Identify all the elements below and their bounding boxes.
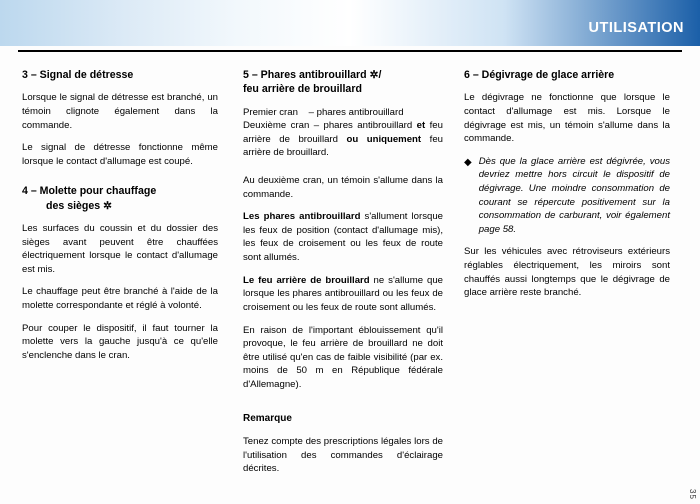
section-heading-5-line1: 5 – Phares antibrouillard ✲/ — [243, 69, 382, 81]
col2-paragraph-3 — [243, 274, 443, 315]
remark-text: Tenez compte des prescriptions légales lors de l'utilisation des commandes d'éclairage décrites. — [243, 436, 443, 475]
second-detent-bold-2: ou uniquement — [346, 133, 422, 145]
fog-lamps-bold: Les phares antibrouillard — [243, 211, 361, 223]
section-heading-3: 3 – Signal de détresse — [22, 69, 134, 81]
col2-paragraph-1: Au deuxième cran, un témoin s'allume dans la commande. — [243, 175, 443, 200]
first-detent-dash: – — [308, 106, 314, 118]
col2-paragraph-2 — [243, 210, 443, 264]
fog-lamps-text: s'allument lorsque les feux de position (contact d'allumage mis), les feux de croisement ou les feux de route sont allumés. — [243, 211, 443, 264]
col1-paragraph-1: Lorsque le signal de détresse est branché, un témoin clignote également dans la commande. — [22, 92, 218, 131]
remark-title: Remarque — [243, 413, 292, 424]
rear-fog-bold: Le feu arrière de brouillard — [243, 274, 370, 286]
page-number: 35 — [688, 489, 697, 500]
second-detent-bold-1: et — [416, 120, 426, 132]
section-heading-4-line2: des sièges ✲ — [46, 199, 112, 212]
second-detent-text-pre: phares antibrouillard — [323, 120, 417, 132]
second-detent-text-mid: feu arrière de brouillard — [243, 120, 443, 145]
page-title: UTILISATION — [588, 20, 684, 36]
note-bullet-text: Dès que la glace arrière est dégivrée, vous devriez mettre hors circuit le dispositif de dégivrage. Une moindre consommation de courant se répercute positivement sur la consommation de carburant, voir également page 58. — [478, 155, 670, 235]
note-bullet — [464, 155, 670, 237]
first-detent-label: Premier cran — [243, 106, 298, 118]
fog-lamp-detent-list — [243, 106, 443, 160]
col2-paragraph-4: En raison de l'important éblouissement qu'il provoque, le feu arrière de brouillard ne doit être utilisé qu'en cas de faible visibilité (par ex. moins de 50 m en République fédérale d'Allemagne). — [243, 324, 443, 390]
section-heading-5 — [243, 68, 443, 97]
section-heading-4-line1: 4 – Molette pour chauffage — [22, 185, 157, 198]
section-heading-6: 6 – Dégivrage de glace arrière — [464, 69, 615, 81]
second-detent-dash: – — [313, 120, 320, 132]
column-one — [22, 68, 218, 371]
col3-paragraph-1: Le dégivrage ne fonctionne que lorsque le contact d'allumage est mis. Lorsque le dégivrage est mis, un témoin s'allume dans la commande. — [464, 92, 670, 145]
col1-paragraph-4: Le chauffage peut être branché à l'aide de la molette correspondante et réglé à volonté. — [22, 286, 218, 311]
header-band — [0, 0, 700, 46]
diamond-icon: ◆ — [464, 156, 472, 168]
section-heading-5-line2: feu arrière de brouillard — [243, 83, 362, 96]
column-two — [243, 68, 443, 401]
second-detent-text-post: feu arrière de brouillard. — [243, 133, 443, 159]
second-detent-label: Deuxième cran — [243, 120, 310, 132]
rear-fog-text: ne s'allume que lorsque les phares antibrouillard ou les feux de croisement ou les feux de route sont allumés. — [243, 274, 443, 313]
col1-paragraph-5: Pour couper le dispositif, il faut tourner la molette vers la gauche jusqu'à ce qu'elle s'enclenche dans le cran. — [22, 322, 218, 361]
col3-paragraph-2: Sur les véhicules avec rétroviseurs extérieurs réglables électriquement, les miroirs sont chauffés aussi longtemps que le dégivrage de glace arrière reste branché. — [464, 246, 670, 299]
header-divider — [18, 50, 682, 52]
col1-paragraph-2: Le signal de détresse fonctionne même lorsque le contact d'allumage est coupé. — [22, 142, 218, 167]
remark-block — [243, 412, 443, 485]
column-three — [464, 68, 670, 309]
section-heading-4 — [22, 184, 218, 213]
col1-paragraph-3: Les surfaces du coussin et du dossier des sièges avant peuvent être chauffées électriquement lorsque le contact d'allumage est mis. — [22, 222, 218, 275]
first-detent-text: phares antibrouillard — [316, 106, 404, 118]
